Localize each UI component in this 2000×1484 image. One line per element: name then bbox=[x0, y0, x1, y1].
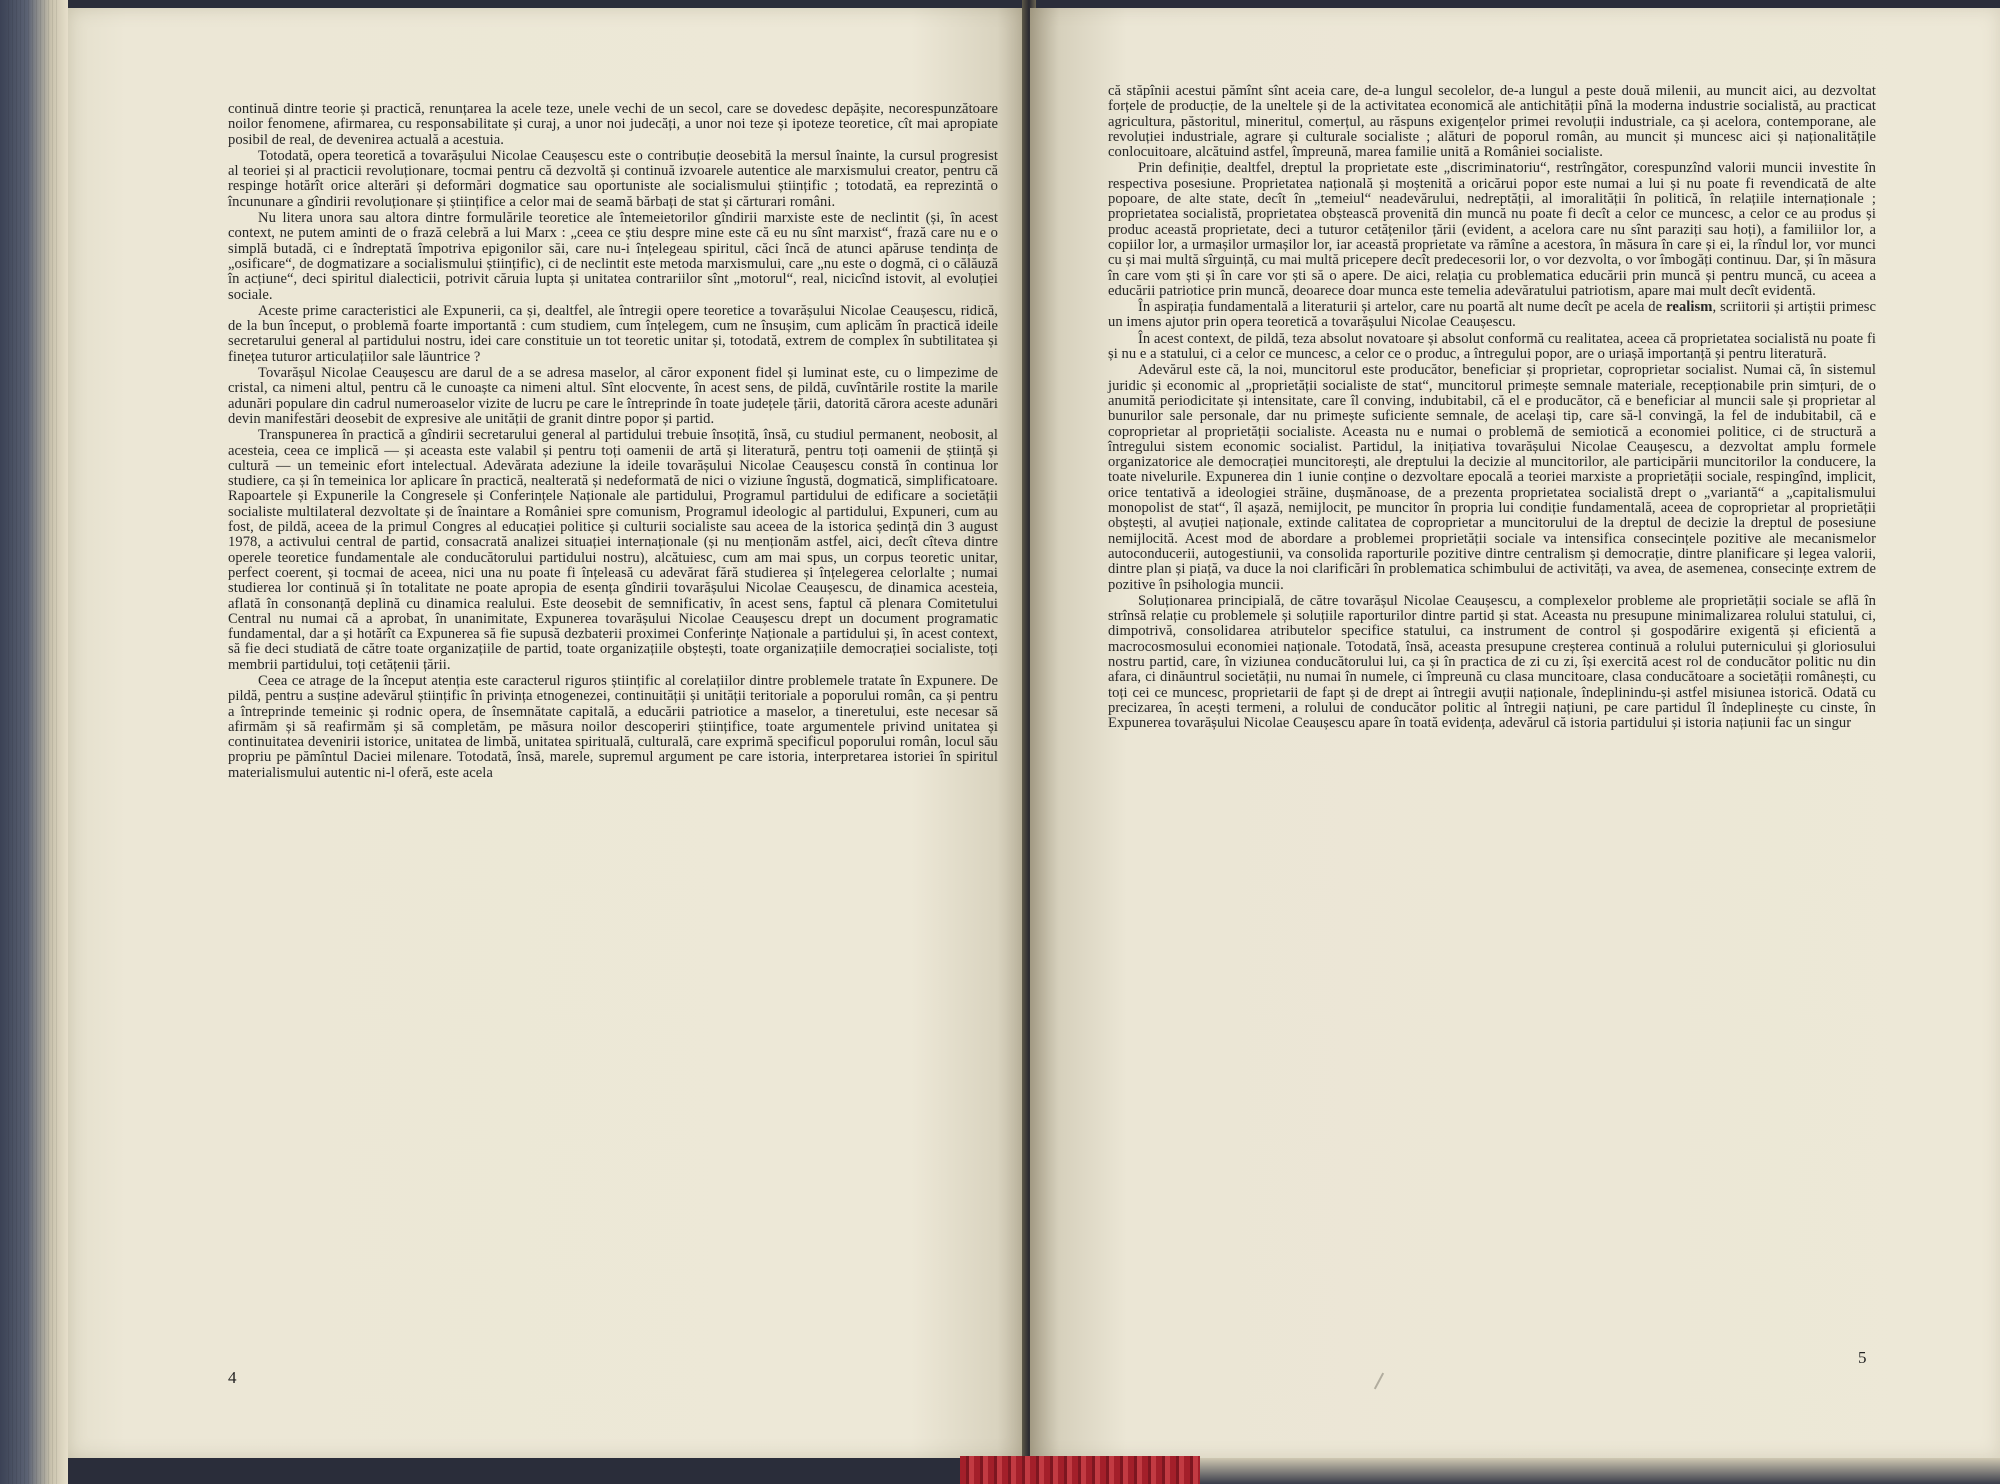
realism-bold-term: realism bbox=[1666, 299, 1713, 316]
left-paragraph: Nu litera unora sau altora dintre formulările teoretice ale întemeietorilor gîndirii marxiste este de neclintit (și, în acest context, ne putem aminti de o frază celebră a lui Marx : „ceea ce știu despre mine este că eu nu sînt marxist“, frază care nu e o simplă butadă, ci e îndreptată împotriva epigonilor săi, care nu-i înțelegeau spiritul, căci încă de atunci apăruse tendința de „osificare“, de dogmatizare a socialismului științific), ci de neclintit este metoda marxismului, care „nu este o dogmă, ci o călăuză în acțiune“, deci spiritul dialecticii, potrivit căruia lupta și unitatea contrariilor sînt „motorul“, real, nicicînd istovit, al evoluției sociale. bbox=[228, 210, 998, 303]
left-paragraph: Ceea ce atrage de la început atenția este caracterul riguros științific al corelațiilor dintre problemele tratate în Expunere. De pildă, pentru a susține adevărul științific în privința etnogenezei, continuității și unității teritoriale a poporului român, ca și pentru a întreprinde temeinic și rodnic opera, de însemnătate capitală, a educării patriotice a maselor, a tineretului, este necesar să afirmăm și să reafirmăm și să completăm, pe măsura noilor descoperiri științifice, toate argumentele privind unitatea și continuitatea devenirii istorice, unitatea de limbă, unitatea spirituală, culturală, care exprimă specificul poporului român, locul său propriu pe pămîntul Daciei milenare. Totodată, însă, marele, supremul argument pe care istoria, interpretarea istoriei în spiritul materialismului autentic ni-l oferă, este acela bbox=[228, 672, 998, 781]
realism-text-after: , scriitorii și artiștii primesc un imens ajutor prin opera teoretică a tovarășului Nicolae Ceaușescu. bbox=[1108, 299, 1877, 331]
page-number-right: 5 bbox=[1858, 1348, 1867, 1367]
right-paragraph: că stăpînii acestui pămînt sînt aceia care, de-a lungul secolelor, de-a lungul a peste două milenii, au muncit aici, au dezvoltat forțele de producție, de la uneltele și de la activitatea economică ale antichității pînă la moderna industrie socialistă, au practicat agricultura, păstoritul, mineritul, comerțul, au răspuns exigențelor primei revoluții industriale, ca și acelora, contemporane, ale revoluției industriale, agrare și culturale socialiste ; alături de poporul român, au muncit și muncesc aici și naționalitățile conlocuitoare, alcătuind astfel, împreună, marea familie unită a României socialiste. bbox=[1108, 83, 1876, 161]
right-paragraph-realism bbox=[1108, 300, 1876, 331]
page-number-left: 4 bbox=[228, 1368, 237, 1387]
book-edge-left bbox=[0, 0, 68, 1484]
right-paragraph: Prin definiție, dealtfel, dreptul la proprietate este „discriminatoriu“, restrîngător, corespunzînd valorii muncii investite în respectiva posesiune. Proprietatea națională și moștenită a oricărui popor este numai a lui și nu poate fi revendicată de alte popoare, de alte state, decît în „temeiul“ neadevărului, nedreptății, al imoralității în politică, în relațiile internaționale ; proprietatea socialistă, proprietatea obștească provenită din muncă nu poate fi decît a celor ce muncesc, a celor ce au produs și produc această proprietate, deci a tuturor cetățenilor țării (evident, a acelora care nu sînt paraziți sau hoți), a familiilor lor, a copiilor lor, a urmașilor urmașilor lor, iar această proprietate va rămîne a acestora, în măsura în care și ei, la rîndul lor, vor munci cu și mai multă sîrguință, cu mai multă pricepere decît predecesorii lor, o vor dezvolta, o vor îmbogăți continuu. Dar, și în măsura în care vom ști și în care vor ști să o apere. De aici, relația cu problematica educării prin muncă și pentru muncă, cu aceea a educării patriotice prin muncă, deoarece doar munca este temelia adevăratului patriotism, apare mai mult decît evidentă. bbox=[1108, 160, 1876, 299]
right-page-text bbox=[1108, 84, 1876, 731]
left-page-text bbox=[228, 102, 998, 781]
left-paragraph: continuă dintre teorie și practică, renunțarea la acele teze, unele vechi de un secol, care se dovedesc depășite, necorespunzătoare noilor fenomene, afirmarea, cu responsabilitate și curaj, a unor noi judecăți, a unor noi teze și ipoteze teoretice, cît mai apropiate posibil de real, de devenirea actuală a acestuia. bbox=[228, 101, 998, 148]
right-paragraph: Adevărul este că, la noi, muncitorul este producător, beneficiar și proprietar, coproprietar socialist. Numai că, în sistemul juridic și economic al „proprietății socialiste de stat“, muncitorul primește semnale materiale, recepționabile prin simțuri, de o anumită periodicitate și intensitate, care îl conving, indubitabil, că el e producător, că e beneficiar al muncii sale și proprietar al bunurilor sale personale, dar nu primește suficiente semnale, de același tip, care să-l convingă, la fel de indubitabil, că e coproprietar al proprietății socialiste. Aceasta nu e numai o problemă de semiotică a economiei politice, ci de structură a întregului sistem economic socialist. Partidul, la inițiativa tovarășului Nicolae Ceaușescu, a dezvoltat amplu formele organizatorice ale democrației muncitorești, ale dreptului la decizie al muncitorilor, ale participării muncitorilor la conducere, la toate nivelurile. Expunerea din 1 iunie conține o dezvoltare epocală a teoriei marxiste a proprietății sociale, respingînd, implicit, orice tentativă a ideologiei străine, dușmănoase, de a prezenta proprietatea socialistă drept o „variantă“ a „capitalismului monopolist de stat“, îl așază, nemijlocit, pe muncitor în propria lui condiție fundamentală, aceea de coproprietar al proprietății obștești, al avuției naționale, extinde calitatea de coproprietar a muncitorului de la dreptul de decizie la dreptul de posesiune nemijlocită. Acest mod de abordare a problemei proprietății sociale va intensifica consecințele pozitive ale mecanismelor autoconducerii, autogestiunii, va consolida raporturile pozitive dintre centralism și democrație, dintre planificare și legea valorii, dintre plan și piață, va duce la noi clarificări în problematica schimbului de activități, va avea, de asemenea, consecințe extrem de pozitive în psihologia muncii. bbox=[1108, 362, 1876, 593]
left-paragraph: Totodată, opera teoretică a tovarășului Nicolae Ceaușescu este o contribuție deosebită la mersul înainte, la cursul progresist al teoriei și al practicii revoluționare, tocmai pentru că dezvoltă și continuă izvoarele autentice ale marxismului creator, pentru că respinge hotărît orice alterări și deformări dogmatice sau oportuniste ale socialismului științific ; totodată, ea reprezintă o încununare a gîndirii revoluționare și științifice a celor mai de seamă bărbați de stat și cărturari români. bbox=[228, 147, 998, 210]
right-paragraph: În acest context, de pildă, teza absolut novatoare și absolut conformă cu realitatea, aceea că proprietatea socialistă nu poate fi și nu e a statului, ci a celor ce muncesc, a celor ce o produc, a întregului popor, are o uriașă importanță și pentru literatură. bbox=[1108, 330, 1876, 363]
realism-text-before: În aspirația fundamentală a literaturii și artelor, care nu poartă alt nume decît pe acela de bbox=[1138, 299, 1667, 316]
left-paragraph: Tovarășul Nicolae Ceaușescu are darul de a se adresa maselor, al căror exponent fidel și luminat este, cu o limpezime de cristal, ca nimeni altul, pentru că le cunoaște ca nimeni altul. Sînt elocvente, în acest sens, de pildă, cuvîntările rostite la marile adunări populare din cadrul numeroaselor vizite de lucru pe care le întreprinde în toate județele țării, datorită cărora aceste adunări devin manifestări deosebit de expresive ale unității de granit dintre popor și partid. bbox=[228, 365, 998, 427]
bookmark-ribbon bbox=[960, 1456, 1200, 1484]
left-paragraph: Aceste prime caracteristici ale Expunerii, ca și, dealtfel, ale întregii opere teoretice a tovarășului Nicolae Ceaușescu, ridică, de la bun început, o problemă foarte importantă : cum studiem, cum înțelegem, cum ne însușim, cum aplicăm în practică ideile secretarului general al partidului nostru, idei care constituie un tot teoretic unitar și, totodată, extrem de complex în subtilitatea și finețea tuturor articulațiilor sale lăuntrice ? bbox=[228, 302, 998, 365]
right-paragraph: Soluționarea principială, de către tovarășul Nicolae Ceaușescu, a complexelor probleme ale proprietății sociale se află în strînsă relație cu problemele și soluțiile raporturilor dintre partid și stat. Aceasta nu presupune minimalizarea rolului statului, ci, dimpotrivă, consolidarea atributelor specifice statului, ca instrument de control și gospodărire exigentă și eficientă a macrocosmosului economiei naționale. Totodată, însă, aceasta presupune creșterea continuă a rolului puternicului și gloriosului nostru partid, care, în viziunea conducătorului lui, ca și în practica de zi cu zi, își exercită acest rol de conducător politic nu din afara, ci dinăuntrul societății, nu numai în numele, ci împreună cu clasa muncitoare, clasa conducătoare a societății românești, cu toți cei ce muncesc, proprietarii de fapt și de drept ai întregii avuții naționale, îndeplinindu-și astfel misiunea istorică. Odată cu precizarea, în acești termeni, a rolului de conducător politic al întregii națiuni, pe care partidul îl îndeplinește cu cinste, în Expunerea tovarășului Nicolae Ceaușescu apare în toată evidența, adevărul că istoria partidului și istoria națiunii fac un singur bbox=[1108, 592, 1876, 732]
left-paragraph: Transpunerea în practică a gîndirii secretarului general al partidului trebuie însoțită, însă, cu studiul permanent, neobosit, al acesteia, ceea ce implică — și aceasta este valabil și pentru toți oamenii de artă și literatură, pentru toți oamenii de știință și cultură — un temeinic efort intelectual. Adevărata adeziune la ideile tovarășului Nicolae Ceaușescu constă în continua lor studiere, ca și în temeinica lor aplicare în practică, nealterată și nedeformată de nici o viziune îngustă, dogmatică, simplificatoare. Rapoartele și Expunerile la Congresele și Conferințele Naționale ale partidului, Programul partidului de edificare a societății socialiste multilateral dezvoltate și de înaintare a României spre comunism, Programul ideologic al partidului, Expuneri, cum au fost, de pildă, aceea de la primul Congres al educației politice și culturii socialiste sau aceea de la istorica ședință din 3 august 1978, a activului central de partid, consacrată analizei situației internaționale (și nu menționăm astfel, aici, decît cîteva dintre operele teoretice fundamentale ale conducătorului partidului nostru), alcătuiesc, cum am mai spus, un corpus teoretic unitar, perfect coerent, și tocmai de aceea, nici una nu poate fi înțeleasă cu adevărat fără studierea și înțelegerea celorlalte ; numai studierea lor continuă și în totalitate ne poate apropia de esența gîndirii tovarășului Nicolae Ceaușescu, de dinamica acesteia, aflată în consonanță deplină cu dinamica realului. Este deosebit de semnificativ, în acest sens, faptul că plenara Comitetului Central nu numai că a aprobat, în unanimitate, Expunerea tovarășului Nicolae Ceaușescu drept un document programatic fundamental, dar a și hotărît ca Expunerea să fie supusă dezbaterii proximei Conferințe Naționale a partidului și, în acest context, să fie deci studiată de către toate organizațiile de partid, toate organizațiile obștești, toate organizațiile democrației socialiste, toți membrii partidului, toți cetățenii țării. bbox=[228, 427, 998, 673]
